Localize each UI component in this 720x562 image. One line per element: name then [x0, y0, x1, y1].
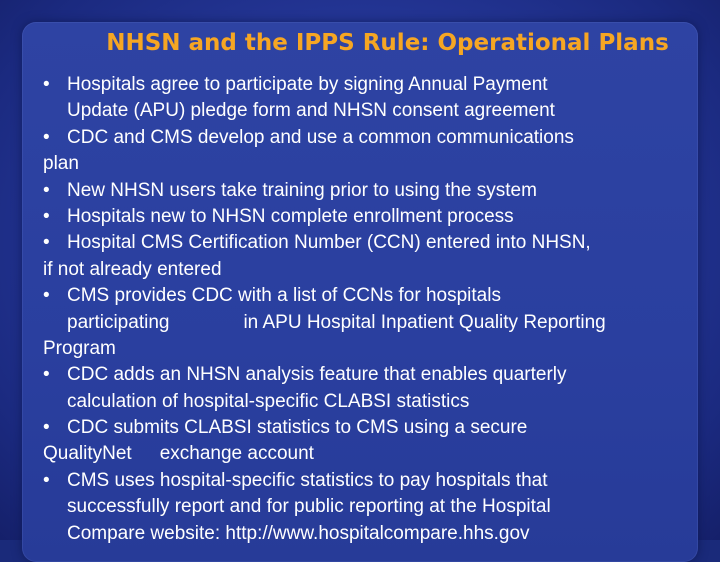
bullet-icon: • — [43, 179, 50, 201]
bullet-continuation: Program — [43, 337, 116, 359]
slide-title: NHSN and the IPPS Rule: Operational Plans — [106, 30, 669, 56]
bullet-item: • CMS provides CDC with a list of CCNs for hospitals — [43, 283, 693, 309]
bullet-continuation: successfully report and for public reporting at the Hospital — [67, 496, 551, 518]
bullet-item: • CDC adds an NHSN analysis feature that enables quarterly — [43, 362, 693, 388]
bullet-icon: • — [43, 469, 50, 491]
bullet-continuation: Compare website: http://www.hospitalcompare.hhs.gov — [67, 522, 530, 544]
bullet-item: • New NHSN users take training prior to using the system — [43, 178, 693, 204]
bullet-icon: • — [43, 417, 50, 439]
bullet-continuation: participating in APU Hospital Inpatient Quality Reporting — [67, 311, 606, 333]
bullet-item: • Hospitals new to NHSN complete enrollment process — [43, 204, 693, 230]
bullet-item: • Hospitals agree to participate by signing Annual Payment — [43, 72, 693, 98]
bullet-item: • CDC submits CLABSI statistics to CMS using a secure — [43, 415, 693, 441]
bullet-list — [43, 72, 693, 547]
bullet-item: • CDC and CMS develop and use a common communications — [43, 125, 693, 151]
bullet-continuation: QualityNet exchange account — [43, 443, 314, 465]
bullet-icon: • — [43, 74, 50, 95]
bullet-item: • CMS uses hospital-specific statistics to pay hospitals that — [43, 468, 693, 494]
bullet-icon: • — [43, 205, 50, 227]
bullet-icon: • — [43, 364, 50, 386]
bullet-icon: • — [43, 126, 50, 148]
bullet-icon: • — [43, 285, 50, 307]
bullet-continuation: Update (APU) pledge form and NHSN consent agreement — [67, 100, 555, 122]
bullet-item: • Hospital CMS Certification Number (CCN) entered into NHSN, — [43, 230, 693, 256]
bullet-continuation: calculation of hospital-specific CLABSI statistics — [67, 390, 470, 412]
bullet-continuation: plan — [43, 153, 79, 175]
bullet-continuation: if not already entered — [43, 258, 222, 280]
bullet-icon: • — [43, 232, 50, 254]
